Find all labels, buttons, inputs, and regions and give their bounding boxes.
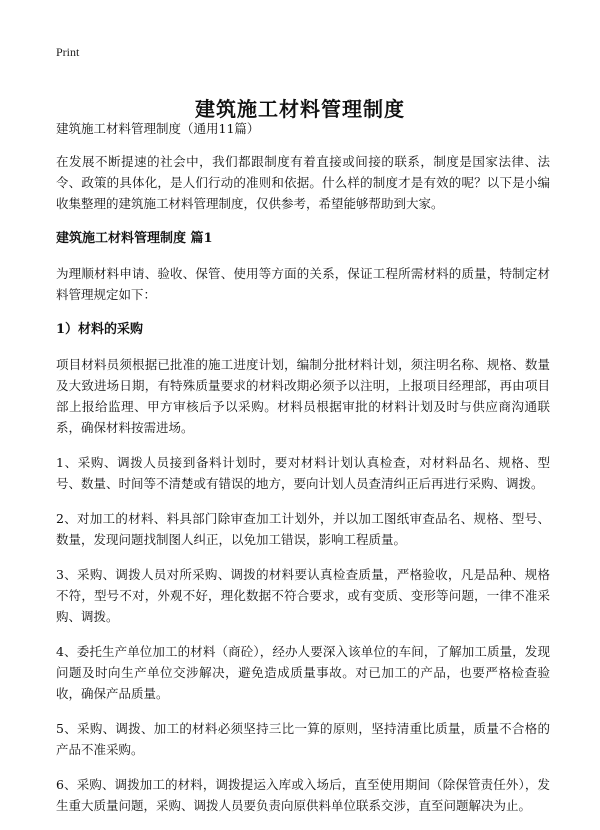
section-heading: 建筑施工材料管理制度 篇1 [56,231,213,246]
document-body [56,118,550,830]
intro-paragraph: 在发展不断提速的社会中，我们都跟制度有着直接或间接的联系，制度是国家法律、法令、政策的具体化，是人们行动的准则和依据。什么样的制度才是有效的呢？以下是小编收集整理的建筑施工材料管理制度，仅供参考，希望能够帮助到大家。 [56,154,550,211]
print-link[interactable]: Print [56,45,80,59]
paragraph: 2、对加工的材料、料具部门除审查加工计划外，并以加工图纸审查品名、规格、型号、数量，发现问题找制图人纠正，以免加工错误，影响工程质量。 [56,511,550,547]
paragraph: 5、采购、调拨、加工的材料必须坚持三比一算的原则，坚持清重比质量，质量不合格的产品不准采购。 [56,721,550,757]
paragraph: 项目材料员须根据已批准的施工进度计划，编制分批材料计划，须注明名称、规格、数量及大致进场日期，有特殊质量要求的材料改期必须予以注明，上报项目经理部，再由项目部上报给监理、甲方审核后予以采购。材料员根据审批的材料计划及时与供应商沟通联系，确保材料按需进场。 [56,357,550,435]
paragraph: 3、采购、调拨人员对所采购、调拨的材料要认真检查质量，严格验收，凡是品种、规格不符，型号不对，外观不好，理化数据不符合要求，或有变质、变形等问题，一律不准采购、调拨。 [56,567,550,624]
subsection-heading: 1）材料的采购 [56,322,144,337]
section-intro-paragraph: 为理顺材料申请、验收、保管、使用等方面的关系，保证工程所需材料的质量，特制定材料管理规定如下： [56,266,550,302]
document-subtitle: 建筑施工材料管理制度（通用11篇） [56,121,260,136]
document-title: 建筑施工材料管理制度 [195,97,405,122]
paragraph: 1、采购、调拨人员接到备料计划时，要对材料计划认真检查，对材料品名、规格、型号、数量、时间等不清楚或有错误的地方，要向计划人员查清纠正后再进行采购、调拨。 [56,455,550,491]
paragraph: 6、采购、调拨加工的材料，调拨提运入库或入场后，直至使用期间（除保管责任外），发生重大质量问题，采购、调拨人员要负责向原供料单位联系交涉，直至问题解决为止。 [56,777,550,813]
paragraph: 4、委托生产单位加工的材料（商砼），经办人要深入该单位的车间，了解加工质量，发现问题及时向生产单位交涉解决，避免造成质量事故。对已加工的产品，也要严格检查验收，确保产品质量。 [56,644,550,701]
